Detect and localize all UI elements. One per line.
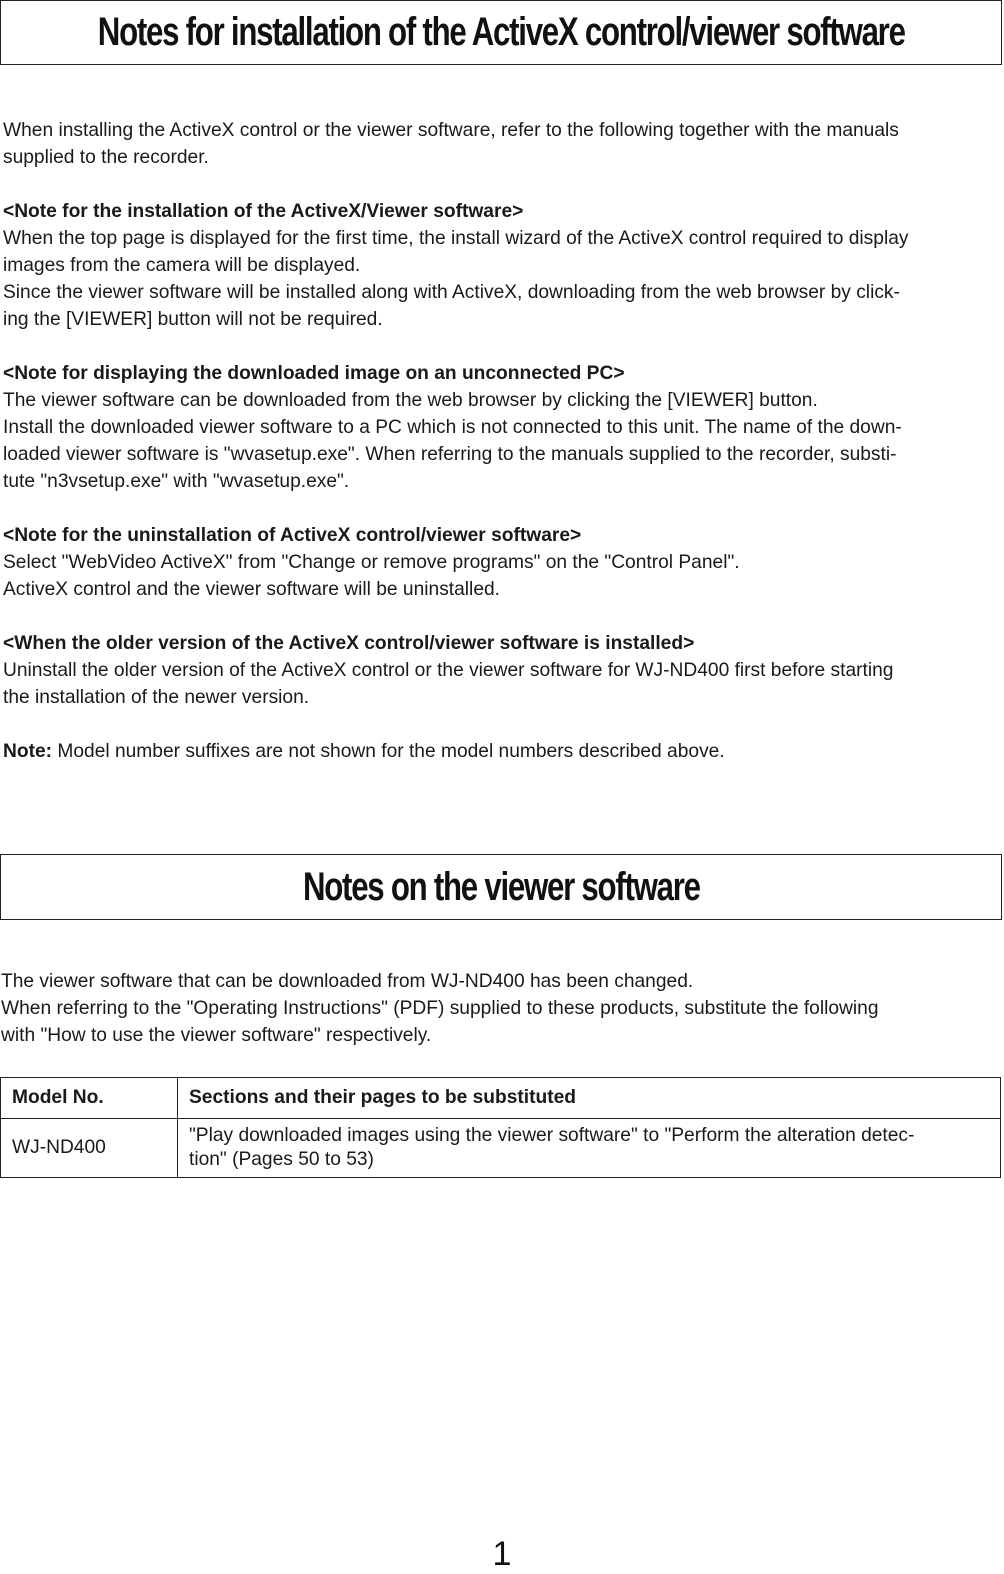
intro-line: supplied to the recorder. (3, 147, 209, 168)
note-older-line: the installation of the newer version. (3, 687, 310, 708)
table-header-row (1, 1078, 1001, 1119)
intro-line: When installing the ActiveX control or the viewer software, refer to the following together with the manuals (3, 120, 899, 141)
note-unconnected-line: loaded viewer software is "wvasetup.exe". When referring to the manuals supplied to the recorder, substi- (3, 444, 897, 465)
note-unconnected-line: Install the downloaded viewer software to a PC which is not connected to this unit. The name of the down- (3, 417, 902, 438)
table-row (1, 1119, 1001, 1178)
note-install-heading: <Note for the installation of the ActiveX/Viewer software> (3, 201, 524, 222)
viewer-intro-line: When referring to the "Operating Instructions" (PDF) supplied to these products, substitute the following (1, 998, 879, 1019)
viewer-intro-line: with "How to use the viewer software" respectively. (1, 1025, 432, 1046)
note-uninstall-line: Select "WebVideo ActiveX" from "Change or remove programs" on the "Control Panel". (3, 552, 740, 573)
section-title-activex: Notes for installation of the ActiveX control/viewer software (97, 10, 905, 54)
page-number: 1 (492, 1535, 512, 1573)
note-uninstall-line: ActiveX control and the viewer software will be uninstalled. (3, 579, 500, 600)
section-title-box-activex (0, 0, 1002, 65)
viewer-notes-body (1, 968, 999, 1049)
note-older-heading: <When the older version of the ActiveX control/viewer software is installed> (3, 633, 695, 654)
cell-sections-line: tion" (Pages 50 to 53) (189, 1149, 374, 1170)
note-install-line: When the top page is displayed for the first time, the install wizard of the ActiveX control required to display (3, 228, 909, 249)
note-label: Note: (3, 741, 53, 762)
note-older-line: Uninstall the older version of the ActiveX control or the viewer software for WJ-ND400 first before starting (3, 660, 894, 681)
section-title-viewer: Notes on the viewer software (302, 864, 700, 909)
header-sections: Sections and their pages to be substituted (178, 1078, 1001, 1119)
note-install-line: ing the [VIEWER] button will not be required. (3, 309, 383, 330)
cell-model: WJ-ND400 (1, 1119, 178, 1178)
section-title-box-viewer (0, 854, 1002, 920)
header-model-no: Model No. (1, 1078, 178, 1119)
cell-sections-line: "Play downloaded images using the viewer software" to "Perform the alteration detec- (189, 1125, 915, 1146)
note-text: Model number suffixes are not shown for the model numbers described above. (52, 741, 725, 762)
note-uninstall-heading: <Note for the uninstallation of ActiveX control/viewer software> (3, 525, 582, 546)
note-unconnected-line: The viewer software can be downloaded from the web browser by clicking the [VIEWER] button. (3, 390, 818, 411)
model-suffix-note (3, 738, 1001, 765)
note-unconnected-line: tute "n3vsetup.exe" with "wvasetup.exe". (3, 471, 350, 492)
cell-sections (178, 1119, 1001, 1178)
substitution-table (0, 1077, 1001, 1178)
activex-notes-body (3, 117, 1001, 765)
note-install-line: Since the viewer software will be installed along with ActiveX, downloading from the web browser by click- (3, 282, 900, 303)
note-install-line: images from the camera will be displayed. (3, 255, 361, 276)
note-unconnected-heading: <Note for displaying the downloaded image on an unconnected PC> (3, 363, 625, 384)
viewer-intro-line: The viewer software that can be downloaded from WJ-ND400 has been changed. (1, 971, 694, 992)
